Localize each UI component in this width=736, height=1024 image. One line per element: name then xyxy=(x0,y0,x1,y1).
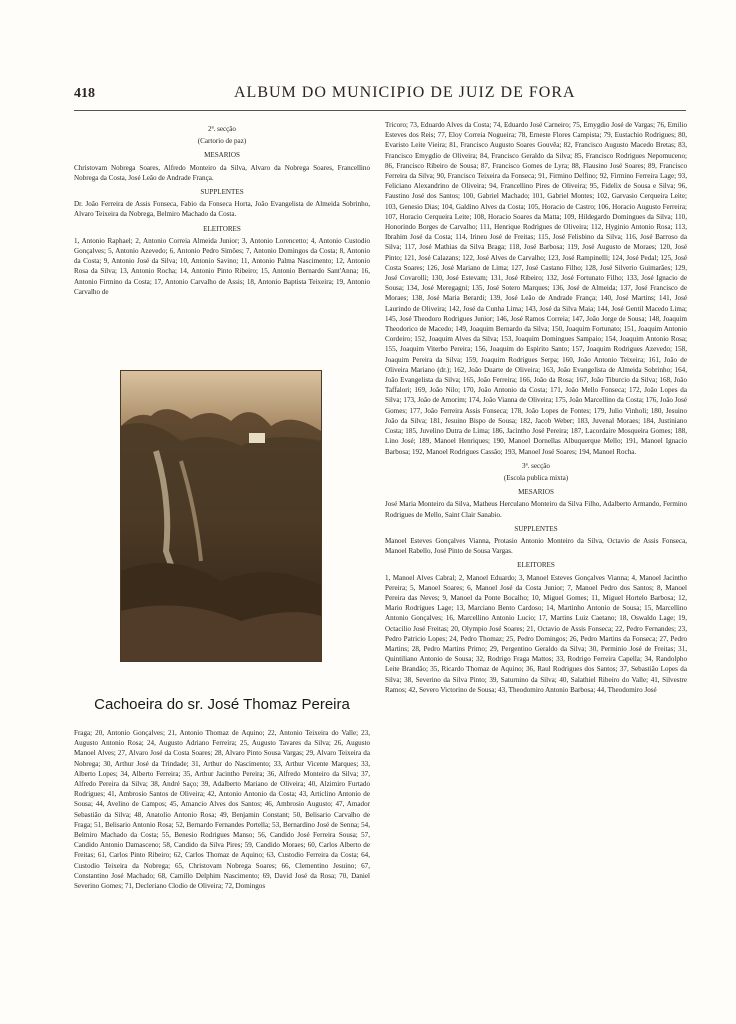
right-column xyxy=(385,120,687,695)
section-heading: 2ª. secção xyxy=(208,125,236,133)
eleitores-heading: ELEITORES xyxy=(203,224,241,233)
mesarios-heading: MESARIOS xyxy=(204,151,240,160)
waterfall-photo-image xyxy=(121,371,321,661)
photo-caption: Cachoeira do sr. José Thomaz Pereira xyxy=(94,696,350,713)
section3-eleitores-text: 1, Manoel Alves Cabral; 2, Manoel Eduardo; 3, Manoel Esteves Gonçalves Vianna; 4, Manoel Jacintho Pereira; 5, Manoel Soares; 6, Manoel José da Costa Junior; 7, Manoel Pedro dos Santos; 8, Manoel Pereira das Neves; 9, Manoel da Ponte Bocalho; 10, Miguel Gomes; 11, Miguel Hortelo Barbosa; 12, Mario Rodrigues Lage; 13, Marciano Bento Cardoso; 14, Martinho Antonio de Sousa; 15, Marcellino Antonio Gonçalves; 16, Marcellino Antonio Lucio; 17, Martins Luiz Caetano; 18, Oswaldo Lage; 19, Octacilio José Freitas; 20, Olympio José Soares; 21, Octavio de Assis Fonseca; 22, Pedro Fernandes; 23, Pedro Patricio Lopes; 24, Pedro Thomaz; 25, Pedro Domingos; 26, Pedro Martins da Fonseca; 27, Pedro Martins; 28, Pedro Martins Primo; 29, Pergentino Geraldo da Silva; 30, Perminio José de Freitas; 31, Quintiliano Antonio de Sousa; 32, Rodrigo Fraga Mattos; 33, Rodrigo Ferreira Capella; 34, Randolpho Leite Brandão; 35, Ricardo Thomaz de Aquino; 36, Raul Rodrigues dos Santos; 37, Sebastião Lopes da Silva; 38, Severino da Silva Pinto; 39, Saturnino da Silva; 40, Salathiel Ribeiro do Valle; 41, Silvestre Ramos; 42, Severo Victorino de Sousa; 43, Theodomiro Antonio Barbosa; 44, Theodomiro José xyxy=(385,573,687,694)
eleitores-list-continued: Tricoro; 73, Eduardo Alves da Costa; 74, Eduardo José Carneiro; 75, Emygdio José de Vargas; 76, Emilio Esteves dos Reis; 77, Eloy Correia Nogueira; 78, Erneste Flores Campista; 79, Eustachio Rodrigues; 80, Evaristo Leite Vieira; 81, Francisco Augusto Soares Gouvêa; 82, Francisco Augusto Macedo Bretas; 83, Francisco Emygdio de Oliveira; 84, Francisco Geraldo da Silva; 85, Francisco Rodrigues Nepomuceno; 86, Francisco Ribeiro de Sousa; 87, Francisco Gomes de Lyra; 88, Flausino José Soares; 89, Francisco Ferreira da Silva; 90, Francisco Teixeira da Fonseca; 91, Firmino Delfino; 92, Firmino Ferreira Lage; 93, Feliciano Alexandrino de Oliveira; 94, Francellino Pires de Oliveira; 95, Fidelix de Sousa e Silva; 96, Faustino José dos Santos; 100, Gabriel Machado; 101, Gabriel Montes; 102, Garvasio Cerqueira Leite; 103, Genesio Dias; 104, Galdino Alves da Costa; 105, Horacio de Castro; 106, Horacio Augusto Ferreira; 107, Horacio Cerqueira Leite; 108, Horacio Soares da Matta; 109, Hildegardo Domingues da Silva; 110, Honorindo Borges de Carvalho; 111, Henrique Rodrigues de Oliveira; 112, Hyginio Antonio Rosa; 113, Ibrahim José da Costa; 114, Irineu José de Freitas; 115, José Felisbino da Silva; 116, José Barroso da Silva; 117, José Mathias da Silva Braga; 118, José Barbosa; 119, José Augusto de Moraes; 120, José Pinto; 121, José Calazans; 122, José Alves de Carvalho; 123, José Rampinelli; 124, José Pedal; 125, José Costa Soares; 126, José Mariano de Lima; 127, José Castano Filho; 128, José Silverio Guimarães; 129, José Covarolli; 130, José Estevam; 131, José Ribeiro; 132, José Fortunato Filho; 133, José Ignacio de Sousa; 134, José Meregagni; 135, José Sotero Marques; 136, José de Almeida; 137, José Francisco de Moraes; 138, José Maria Berardi; 139, José Leão de Andrade França; 140, José Martins; 141, José Laurindo de Oliveira; 142, José da Cunha Lima; 143, José da Silva Maia; 144, José Gentil Macedo Lima; 145, José Theodoro Rodrigues Junior; 146, José Ramos Correia; 147, João Jorge de Sousa; 148, Joaquim Theodorico de Macedo; 149, Joaquim Bernardo da Silva; 150, Joaquim Fortunato; 151, Joaquim Antonio Cordeiro; 152, Joaquim Alves da Silva; 153, Joaquim Domingues Sampaio; 154, Joaquim Antonio Rosa; 155, Joaquim Viterbo Pereira; 156, Joaquim do Espirito Santo; 157, Joaquim Rodrigues Azevedo; 158, Joaquim Pereira da Silva; 159, Joaquim Rodrigues Serpa; 160, João Antonio Teixeira; 161, João de Oliveira Mariano (dr.); 162, João Duarte de Oliveira; 163, João Evangelista de Almeida Sobrinho; 164, João Evangelista da Silva; 165, João Ferreira; 166, João da Rosa; 167, João Tiburcio da Silva; 168, João Taffalori; 169, João Nilo; 170, João Antonio da Costa; 171, João Mello Fonseca; 172, João Lopes da Silva; 173, João de Amorim; 174, João Vianna de Oliveira; 175, João Marcellino da Costa; 176, João José Gomes; 177, João Ferreira Assis Fonseca; 178, João Lopes de Fontes; 179, Julio Vinholi; 180, Jesuino João da Silva; 181, Jesuino Bispo de Sousa; 182, Jacob Weber; 183, Juvenal Moraes; 184, Justiniano Costa; 185, Juvelino Dutra de Lima; 186, Jacintho José Pereira; 187, Lacordaire Mosqueira Gomes; 188, Lino José; 189, Manoel Henriques; 190, Manoel Dornellas Albuquerque Mello; 191, Manoel Ignacio Barbosa; 192, Manoel Rodrigues Cassão; 193, Manoel José Soares; 194, Manoel Rocha. xyxy=(385,121,687,456)
waterfall-photo xyxy=(120,370,322,662)
section3-supplentes-text: Manoel Esteves Gonçalves Vianna, Protasio Antonio Monteiro da Silva, Octavio de Assis Fonseca, Manoel Rabello, José Pinto de Sousa Vargas. xyxy=(385,536,687,556)
eleitores-text: 1, Antonio Raphael; 2, Antonio Correia Almeida Junior; 3, Antonio Lorencetto; 4, Antonio Custodio Gonçalves; 5, Antonio Azevedo; 6, Antonio Pedro Simões; 7, Antonio Domingos da Costa; 8, Antonio da Costa; 9, Antonio José da Silva; 10, Antonio Savino; 11, Antonio Palma Nascimento; 12, Antonio Rosa da Silva; 13, Antonio Rocha; 14, Antonio Pinto Ribeiro; 15, Antonio Bernardo Sant'Anna; 16, Antonio Firmino da Costa; 17, Antonio Carvalho de Assis; 18, Antonio Baptista Teixeira; 19, Antonio Carvalho de xyxy=(74,236,370,296)
section3-heading: 3ª. secção xyxy=(522,461,550,470)
section-subtitle: (Cartorio de paz) xyxy=(197,137,247,146)
left-column-bottom xyxy=(74,728,370,891)
mesarios-text: Christovam Nobrega Soares, Alfredo Monteiro da Silva, Alvaro da Nobrega Soares, Francellino Nobrega da Costa, José Leão de Andrade França. xyxy=(74,163,370,182)
supplentes-text: Dr. João Ferreira de Assis Fonseca, Fabio da Fonseca Horta, João Evangelista de Almeida Sobrinho, Alvaro Teixeira da Nobrega, Belmiro Machado da Costa. xyxy=(74,200,370,219)
page-number: 418 xyxy=(74,86,95,101)
section3-subtitle: (Escola publica mixta) xyxy=(503,473,569,482)
page-header xyxy=(74,84,684,106)
eleitores-continued-text: Fraga; 20, Antonio Gonçalves; 21, Antonio Thomaz de Aquino; 22, Antonio Teixeira do Valle; 23, Augusto Antonio Rosa; 24, Augusto Adriano Ferreira; 25, Augusto Tavares da Silva; 26, Augusto Manoel Alves; 27, Alvaro José da Costa Soares; 28, Alvaro Pinto Sousa Vargas; 29, Alvaro Teixeira da Nobrega; 30, Arthur José da Trindade; 31, Arthur do Nascimento; 33, Arthur Vicente Marques; 33, Alberto Lopes; 34, Alberto Ferreira; 35, Arthur Jacintho Pereira; 36, Alfredo Monteiro da Silva; 37, Alfredo Pereira da Silva; 38, André Saço; 39, Adalberto Mariano de Oliveira; 40, Alzimiro Furtado Rodrigues; 41, Ambrosio Santos de Oliveira; 42, Antonio Antonio da Costa; 43, Articlino Antonio de Sousa; 44, Avelino de Campos; 45, Amancio Alves dos Santos; 46, Ambrosio Augusto; 47, Amador Sebastião da Silva; 48, Anatolio Antonio Rosa; 49, Benjamin Constant; 50, Belisario Carvalho de Fraga; 51, Belisario Antonio Rosa; 52, Bernardo Fernandes Portella; 53, Bernardino José de Senna; 54, Belmiro Machado da Costa; 55, Benesio Rodrigues Manso; 56, Candido José Ferreira Sousa; 57, Candido Antonio Damasceno; 58, Candido da Silva Pires; 59, Candido Moraes; 60, Carlos Alberto de Freitas; 61, Carlos Pinto Ribeiro; 62, Carlos Thomaz de Aquino; 63, Custodio Ferreira da Costa; 64, Custodio Teixeira da Nobrega; 65, Christovam Nobrega Soares; 66, Clementino Jesuino; 67, Constantino José Machado; 68, Camillo Delphim Nascimento; 69, David José da Rosa; 70, Daniel Severino Gomes; 71, Decleriano Clodio de Oliveira; 72, Domingos xyxy=(74,729,370,891)
page-title: ALBUM DO MUNICIPIO DE JUIZ DE FORA xyxy=(234,84,576,101)
left-column-top xyxy=(74,120,370,297)
section3-mesarios-heading: MESARIOS xyxy=(518,488,554,497)
section3-eleitores-heading: ELEITORES xyxy=(517,561,555,570)
header-rule xyxy=(74,110,686,111)
supplentes-heading: SUPPLENTES xyxy=(200,188,244,197)
section3-mesarios-text: José Maria Monteiro da Silva, Matheus Herculano Monteiro da Silva Filho, Adalberto Armando, Fermino Rodrigues de Mello, Saint Clair Sanabio. xyxy=(385,500,687,519)
section3-supplentes-heading: SUPPLENTES xyxy=(514,524,558,533)
